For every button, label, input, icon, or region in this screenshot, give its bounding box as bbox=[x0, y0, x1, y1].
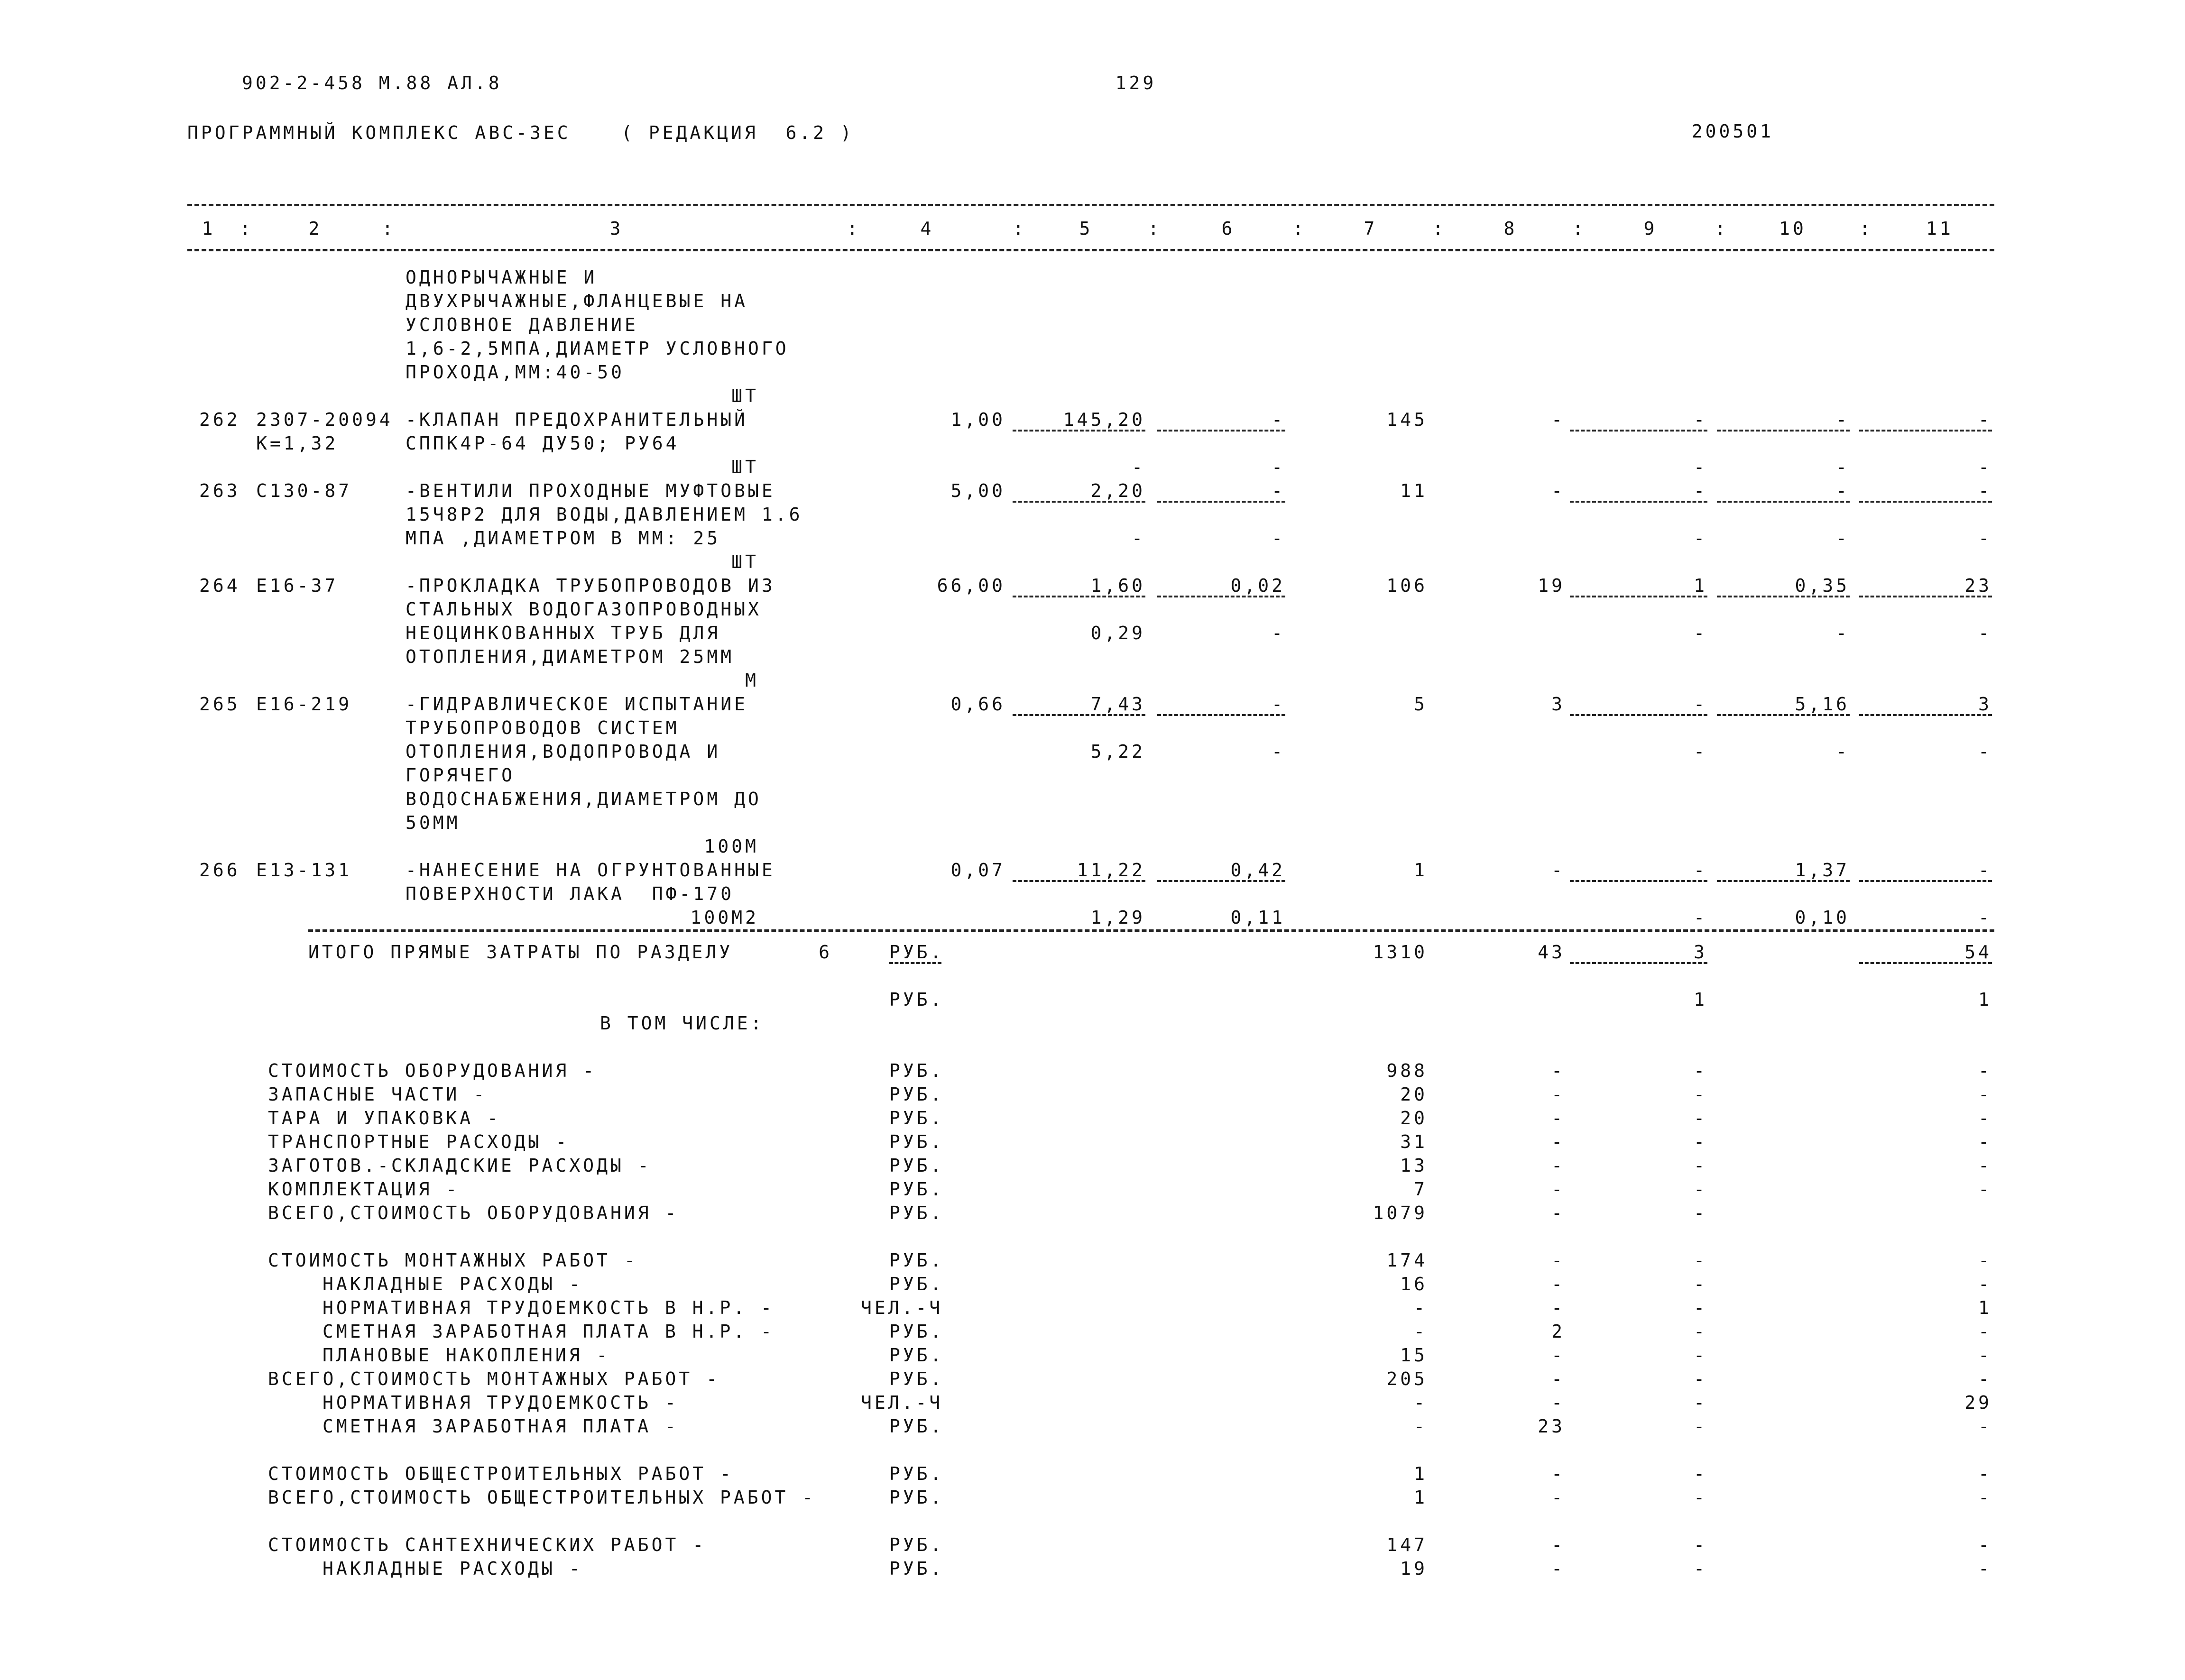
item-col8: - bbox=[1551, 409, 1565, 430]
sub-rule bbox=[1859, 430, 1992, 431]
item-col10: - bbox=[1836, 409, 1850, 430]
item-col11: - bbox=[1978, 480, 1992, 501]
summary-col11: - bbox=[1978, 1368, 1992, 1389]
report-code: 200501 bbox=[1691, 121, 1774, 142]
summary-col8: 23 bbox=[1538, 1416, 1565, 1437]
sub-rule bbox=[1570, 880, 1707, 882]
summary-col8: 2 bbox=[1551, 1321, 1565, 1342]
summary-label: СТОИМОСТЬ ОБОРУДОВАНИЯ - bbox=[268, 1060, 597, 1081]
item-unit-cost-labor: - bbox=[1132, 457, 1145, 477]
summary-cost: 20 bbox=[1400, 1084, 1428, 1105]
item-total-cost: 11 bbox=[1400, 480, 1428, 501]
item-unit-cost-labor: - bbox=[1132, 528, 1145, 549]
summary-label: ЗАПАСНЫЕ ЧАСТИ - bbox=[268, 1084, 488, 1105]
column-header: 3 bbox=[609, 218, 624, 239]
item-description-line: ОДНОРЫЧАЖНЫЕ И bbox=[406, 267, 598, 288]
summary-cost: 205 bbox=[1386, 1368, 1428, 1389]
item-unit-cost: 1,60 bbox=[1090, 575, 1145, 596]
column-header: 1 bbox=[202, 218, 216, 239]
summary-col8: - bbox=[1551, 1060, 1565, 1081]
total-cost: 1310 bbox=[1373, 942, 1428, 963]
summary-cost: - bbox=[1414, 1392, 1428, 1413]
item-code: 2307-20094 bbox=[256, 409, 393, 430]
summary-col11: - bbox=[1978, 1416, 1992, 1437]
summary-label: ЗАГОТОВ.-СКЛАДСКИЕ РАСХОДЫ - bbox=[268, 1155, 652, 1176]
item-col6-labor: 0,11 bbox=[1230, 907, 1285, 928]
column-header: 11 bbox=[1926, 218, 1954, 239]
item-description-line: -КЛАПАН ПРЕДОХРАНИТЕЛЬНЫЙ bbox=[406, 409, 748, 430]
summary-col8: - bbox=[1551, 1345, 1565, 1366]
column-header: : bbox=[1432, 218, 1447, 239]
summary-col8: - bbox=[1551, 1274, 1565, 1294]
item-number: 263 bbox=[199, 480, 240, 501]
summary-cost: 1079 bbox=[1373, 1203, 1428, 1223]
item-description-line: ГОРЯЧЕГО bbox=[406, 765, 516, 786]
column-header: : bbox=[847, 218, 861, 239]
summary-col8: - bbox=[1551, 1297, 1565, 1318]
item-col10-sub: - bbox=[1836, 741, 1850, 762]
column-header: : bbox=[1148, 218, 1162, 239]
summary-col8: - bbox=[1551, 1203, 1565, 1223]
summary-col11: - bbox=[1978, 1131, 1992, 1152]
summary-unit: РУБ. bbox=[889, 1487, 944, 1508]
program-edition: ( РЕДАКЦИЯ 6.2 ) bbox=[621, 122, 854, 143]
summary-col11: - bbox=[1978, 1558, 1992, 1579]
item-col6: - bbox=[1272, 409, 1285, 430]
summary-cost: 20 bbox=[1400, 1108, 1428, 1129]
column-header: 6 bbox=[1221, 218, 1235, 239]
item-col10-sub: - bbox=[1836, 457, 1850, 477]
sub-rule bbox=[1859, 880, 1992, 882]
summary-col9: - bbox=[1694, 1463, 1707, 1484]
item-col11: 23 bbox=[1964, 575, 1992, 596]
item-unit-cost: 145,20 bbox=[1063, 409, 1145, 430]
sub-rule bbox=[1013, 501, 1145, 503]
sub-rule bbox=[1013, 880, 1145, 882]
item-col11-sub: - bbox=[1978, 623, 1992, 643]
summary-col11: - bbox=[1978, 1060, 1992, 1081]
item-qty: 5,00 bbox=[950, 480, 1005, 501]
summary-cost: - bbox=[1414, 1416, 1428, 1437]
sub-rule bbox=[1570, 962, 1707, 964]
total-col9-sub: 1 bbox=[1694, 989, 1707, 1010]
summary-col8: - bbox=[1551, 1558, 1565, 1579]
summary-col9: - bbox=[1694, 1368, 1707, 1389]
item-unit: ШТ bbox=[731, 551, 759, 572]
column-header: 5 bbox=[1079, 218, 1093, 239]
item-total-cost: 106 bbox=[1386, 575, 1428, 596]
summary-unit: РУБ. bbox=[889, 1274, 944, 1294]
column-header: : bbox=[240, 218, 254, 239]
summary-col9: - bbox=[1694, 1250, 1707, 1271]
item-number: 265 bbox=[199, 694, 240, 715]
column-header: : bbox=[1572, 218, 1586, 239]
sub-rule bbox=[1717, 596, 1850, 597]
item-description-line: УСЛОВНОЕ ДАВЛЕНИЕ bbox=[406, 314, 638, 335]
item-col10-sub: 0,10 bbox=[1795, 907, 1850, 928]
summary-unit: РУБ. bbox=[889, 1084, 944, 1105]
summary-col9: - bbox=[1694, 1084, 1707, 1105]
item-description-line: СТАЛЬНЫХ ВОДОГАЗОПРОВОДНЫХ bbox=[406, 599, 762, 620]
summary-col9: - bbox=[1694, 1297, 1707, 1318]
column-header: 7 bbox=[1364, 218, 1378, 239]
summary-col9: - bbox=[1694, 1131, 1707, 1152]
item-col11: - bbox=[1978, 860, 1992, 881]
sub-rule bbox=[1717, 501, 1850, 503]
column-header: : bbox=[1292, 218, 1307, 239]
summary-label: НОРМАТИВНАЯ ТРУДОЕМКОСТЬ - bbox=[323, 1392, 679, 1413]
item-unit-cost-labor: 5,22 bbox=[1090, 741, 1145, 762]
sub-rule bbox=[1157, 880, 1285, 882]
item-number: 266 bbox=[199, 860, 240, 881]
item-description-line: -ГИДРАВЛИЧЕСКОЕ ИСПЫТАНИЕ bbox=[406, 694, 748, 715]
item-col6-labor: - bbox=[1272, 623, 1285, 643]
item-description-line: -НАНЕСЕНИЕ НА ОГРУНТОВАННЫЕ bbox=[406, 860, 775, 881]
summary-cost: 16 bbox=[1400, 1274, 1428, 1294]
item-description-line: -ВЕНТИЛИ ПРОХОДНЫЕ МУФТОВЫЕ bbox=[406, 480, 775, 501]
sub-rule bbox=[1859, 596, 1992, 597]
item-col11-sub: - bbox=[1978, 457, 1992, 477]
summary-col9: - bbox=[1694, 1203, 1707, 1223]
item-total-cost: 1 bbox=[1414, 860, 1428, 881]
item-col8: - bbox=[1551, 860, 1565, 881]
summary-col8: - bbox=[1551, 1487, 1565, 1508]
column-header: : bbox=[382, 218, 396, 239]
summary-cost: 13 bbox=[1400, 1155, 1428, 1176]
summary-unit: РУБ. bbox=[889, 1534, 944, 1555]
item-col9: - bbox=[1694, 694, 1707, 715]
sub-rule bbox=[1013, 714, 1145, 716]
summary-cost: 988 bbox=[1386, 1060, 1428, 1081]
item-qty: 1,00 bbox=[950, 409, 1005, 430]
column-header: 2 bbox=[308, 218, 323, 239]
item-col10: 1,37 bbox=[1795, 860, 1850, 881]
summary-unit: РУБ. bbox=[889, 1368, 944, 1389]
item-col11: 3 bbox=[1978, 694, 1992, 715]
item-col9: - bbox=[1694, 480, 1707, 501]
sub-rule bbox=[1717, 880, 1850, 882]
item-description-line: ОТОПЛЕНИЯ,ДИАМЕТРОМ 25ММ bbox=[406, 646, 735, 667]
column-header: : bbox=[1715, 218, 1729, 239]
sub-rule bbox=[1859, 714, 1992, 716]
item-col9: 1 bbox=[1694, 575, 1707, 596]
item-col11-sub: - bbox=[1978, 907, 1992, 928]
item-col6-labor: - bbox=[1272, 528, 1285, 549]
doc-code: 902-2-458 М.88 АЛ.8 bbox=[242, 73, 502, 93]
summary-label: СТОИМОСТЬ САНТЕХНИЧЕСКИХ РАБОТ - bbox=[268, 1534, 707, 1555]
item-col9-sub: - bbox=[1694, 528, 1707, 549]
item-unit: 100М2 bbox=[690, 907, 759, 928]
item-description-line: МПА ,ДИАМЕТРОМ В ММ: 25 bbox=[406, 528, 721, 549]
summary-cost: - bbox=[1414, 1321, 1428, 1342]
sub-rule bbox=[1859, 501, 1992, 503]
summary-label: ТРАНСПОРТНЫЕ РАСХОДЫ - bbox=[268, 1131, 570, 1152]
sub-rule bbox=[1570, 501, 1707, 503]
summary-label: СМЕТНАЯ ЗАРАБОТНАЯ ПЛАТА В Н.Р. - bbox=[323, 1321, 774, 1342]
section-total-rule bbox=[308, 929, 1994, 932]
item-number: 262 bbox=[199, 409, 240, 430]
summary-col8: - bbox=[1551, 1084, 1565, 1105]
item-description-line: 1,6-2,5МПА,ДИАМЕТР УСЛОВНОГО bbox=[406, 338, 789, 359]
item-col9-sub: - bbox=[1694, 623, 1707, 643]
sub-rule bbox=[889, 962, 941, 964]
summary-col9: - bbox=[1694, 1345, 1707, 1366]
summary-label: КОМПЛЕКТАЦИЯ - bbox=[268, 1179, 460, 1200]
item-col9-sub: - bbox=[1694, 457, 1707, 477]
summary-cost: 1 bbox=[1414, 1463, 1428, 1484]
item-col6: - bbox=[1272, 480, 1285, 501]
item-col8: - bbox=[1551, 480, 1565, 501]
including-heading: В ТОМ ЧИСЛЕ: bbox=[600, 1013, 765, 1034]
item-description-line: СППК4Р-64 ДУ50; РУ64 bbox=[406, 433, 680, 454]
item-col6-labor: - bbox=[1272, 741, 1285, 762]
column-header: : bbox=[1013, 218, 1027, 239]
column-header: 8 bbox=[1503, 218, 1518, 239]
summary-unit: РУБ. bbox=[889, 1108, 944, 1129]
total-unit: РУБ. bbox=[889, 989, 944, 1010]
summary-col11: 29 bbox=[1964, 1392, 1992, 1413]
item-col8: 3 bbox=[1551, 694, 1565, 715]
item-code: Е16-37 bbox=[256, 575, 339, 596]
sub-rule bbox=[1157, 501, 1285, 503]
sub-rule bbox=[1157, 596, 1285, 597]
summary-col11: - bbox=[1978, 1274, 1992, 1294]
summary-unit: РУБ. bbox=[889, 1155, 944, 1176]
item-unit-cost: 11,22 bbox=[1077, 860, 1145, 881]
item-col6: - bbox=[1272, 694, 1285, 715]
summary-col9: - bbox=[1694, 1416, 1707, 1437]
summary-unit: РУБ. bbox=[889, 1345, 944, 1366]
item-qty: 0,07 bbox=[950, 860, 1005, 881]
summary-label: НАКЛАДНЫЕ РАСХОДЫ - bbox=[323, 1274, 583, 1294]
total-unit: РУБ. bbox=[889, 942, 944, 963]
summary-label: ТАРА И УПАКОВКА - bbox=[268, 1108, 501, 1129]
column-header: 10 bbox=[1779, 218, 1807, 239]
item-qty: 0,66 bbox=[950, 694, 1005, 715]
item-col9: - bbox=[1694, 860, 1707, 881]
summary-unit: РУБ. bbox=[889, 1203, 944, 1223]
summary-col11: - bbox=[1978, 1487, 1992, 1508]
summary-unit: РУБ. bbox=[889, 1558, 944, 1579]
summary-col9: - bbox=[1694, 1392, 1707, 1413]
sub-rule bbox=[1717, 714, 1850, 716]
summary-cost: 19 bbox=[1400, 1558, 1428, 1579]
sub-rule bbox=[1157, 714, 1285, 716]
item-description-line: ВОДОСНАБЖЕНИЯ,ДИАМЕТРОМ ДО bbox=[406, 789, 762, 809]
item-col8: 19 bbox=[1538, 575, 1565, 596]
item-code: Е16-219 bbox=[256, 694, 352, 715]
sub-rule bbox=[1859, 962, 1992, 964]
item-col10: 0,35 bbox=[1795, 575, 1850, 596]
item-description-line: НЕОЦИНКОВАННЫХ ТРУБ ДЛЯ bbox=[406, 623, 721, 643]
summary-unit: РУБ. bbox=[889, 1131, 944, 1152]
item-qty: 66,00 bbox=[937, 575, 1005, 596]
summary-label: НОРМАТИВНАЯ ТРУДОЕМКОСТЬ В Н.Р. - bbox=[323, 1297, 774, 1318]
summary-unit: РУБ. bbox=[889, 1416, 944, 1437]
summary-col9: - bbox=[1694, 1534, 1707, 1555]
item-description-line: -ПРОКЛАДКА ТРУБОПРОВОДОВ ИЗ bbox=[406, 575, 775, 596]
summary-unit: ЧЕЛ.-Ч bbox=[861, 1297, 943, 1318]
item-unit: ШТ bbox=[731, 457, 759, 477]
item-col11-sub: - bbox=[1978, 741, 1992, 762]
summary-unit: РУБ. bbox=[889, 1060, 944, 1081]
column-header: 4 bbox=[920, 218, 934, 239]
total-col8: 43 bbox=[1538, 942, 1565, 963]
item-unit-cost: 2,20 bbox=[1090, 480, 1145, 501]
total-col11-sub: 1 bbox=[1978, 989, 1992, 1010]
summary-col11: - bbox=[1978, 1179, 1992, 1200]
item-description-line: ОТОПЛЕНИЯ,ВОДОПРОВОДА И bbox=[406, 741, 721, 762]
item-unit: ШТ bbox=[731, 386, 759, 406]
summary-col11: - bbox=[1978, 1108, 1992, 1129]
summary-col8: - bbox=[1551, 1155, 1565, 1176]
summary-cost: 7 bbox=[1414, 1179, 1428, 1200]
total-section: 6 bbox=[819, 942, 832, 963]
summary-label: ВСЕГО,СТОИМОСТЬ МОНТАЖНЫХ РАБОТ - bbox=[268, 1368, 720, 1389]
sub-rule bbox=[1013, 430, 1145, 431]
total-label: ИТОГО ПРЯМЫЕ ЗАТРАТЫ ПО РАЗДЕЛУ bbox=[308, 942, 733, 963]
item-total-cost: 145 bbox=[1386, 409, 1428, 430]
item-code-coef: K=1,32 bbox=[256, 433, 339, 454]
summary-col9: - bbox=[1694, 1487, 1707, 1508]
summary-cost: 174 bbox=[1386, 1250, 1428, 1271]
summary-col9: - bbox=[1694, 1274, 1707, 1294]
item-unit-cost: 7,43 bbox=[1090, 694, 1145, 715]
item-description-line: ПОВЕРХНОСТИ ЛАКА ПФ-170 bbox=[406, 883, 735, 904]
item-total-cost: 5 bbox=[1414, 694, 1428, 715]
item-unit: М bbox=[745, 670, 759, 691]
item-col10-sub: - bbox=[1836, 623, 1850, 643]
item-code: Е13-131 bbox=[256, 860, 352, 881]
summary-label: НАКЛАДНЫЕ РАСХОДЫ - bbox=[323, 1558, 583, 1579]
summary-col9: - bbox=[1694, 1155, 1707, 1176]
summary-col11: - bbox=[1978, 1084, 1992, 1105]
program-name: ПРОГРАММНЫЙ КОМПЛЕКС АВС-3ЕС bbox=[187, 122, 571, 143]
item-col10: - bbox=[1836, 480, 1850, 501]
item-col9-sub: - bbox=[1694, 907, 1707, 928]
summary-col9: - bbox=[1694, 1179, 1707, 1200]
item-description-line: ТРУБОПРОВОДОВ СИСТЕМ bbox=[406, 717, 680, 738]
summary-col11: - bbox=[1978, 1155, 1992, 1176]
summary-col11: - bbox=[1978, 1345, 1992, 1366]
item-code: С130-87 bbox=[256, 480, 352, 501]
summary-unit: РУБ. bbox=[889, 1463, 944, 1484]
item-col6: 0,42 bbox=[1230, 860, 1285, 881]
summary-unit: РУБ. bbox=[889, 1179, 944, 1200]
summary-unit: РУБ. bbox=[889, 1321, 944, 1342]
sub-rule bbox=[1570, 596, 1707, 597]
item-col9-sub: - bbox=[1694, 741, 1707, 762]
summary-col11: 1 bbox=[1978, 1297, 1992, 1318]
summary-cost: 15 bbox=[1400, 1345, 1428, 1366]
sub-rule bbox=[1570, 430, 1707, 431]
summary-col9: - bbox=[1694, 1558, 1707, 1579]
table-header-rule bbox=[187, 249, 1994, 251]
summary-col8: - bbox=[1551, 1392, 1565, 1413]
sub-rule bbox=[1570, 714, 1707, 716]
summary-label: СТОИМОСТЬ МОНТАЖНЫХ РАБОТ - bbox=[268, 1250, 638, 1271]
column-header: 9 bbox=[1643, 218, 1658, 239]
item-col10-sub: - bbox=[1836, 528, 1850, 549]
summary-col9: - bbox=[1694, 1321, 1707, 1342]
summary-label: ВСЕГО,СТОИМОСТЬ ОБЩЕСТРОИТЕЛЬНЫХ РАБОТ - bbox=[268, 1487, 816, 1508]
summary-col8: - bbox=[1551, 1463, 1565, 1484]
item-unit-cost-labor: 0,29 bbox=[1090, 623, 1145, 643]
summary-cost: 1 bbox=[1414, 1487, 1428, 1508]
summary-label: СМЕТНАЯ ЗАРАБОТНАЯ ПЛАТА - bbox=[323, 1416, 679, 1437]
item-number: 264 bbox=[199, 575, 240, 596]
summary-label: СТОИМОСТЬ ОБЩЕСТРОИТЕЛЬНЫХ РАБОТ - bbox=[268, 1463, 734, 1484]
sub-rule bbox=[1013, 596, 1145, 597]
summary-unit: ЧЕЛ.-Ч bbox=[861, 1392, 943, 1413]
item-description-line: ДВУХРЫЧАЖНЫЕ,ФЛАНЦЕВЫЕ НА bbox=[406, 291, 748, 312]
summary-col8: - bbox=[1551, 1179, 1565, 1200]
page-number: 129 bbox=[1115, 73, 1157, 93]
item-description-line: 15Ч8Р2 ДЛЯ ВОДЫ,ДАВЛЕНИЕМ 1.6 bbox=[406, 504, 803, 525]
summary-col11: - bbox=[1978, 1321, 1992, 1342]
item-description-line: 50ММ bbox=[406, 812, 461, 833]
summary-col8: - bbox=[1551, 1534, 1565, 1555]
summary-col8: - bbox=[1551, 1108, 1565, 1129]
summary-col9: - bbox=[1694, 1060, 1707, 1081]
sub-rule bbox=[1157, 430, 1285, 431]
item-unit-cost-labor: 1,29 bbox=[1090, 907, 1145, 928]
total-col11: 54 bbox=[1964, 942, 1992, 963]
sub-rule bbox=[1717, 430, 1850, 431]
item-col11: - bbox=[1978, 409, 1992, 430]
summary-col8: - bbox=[1551, 1131, 1565, 1152]
summary-cost: 31 bbox=[1400, 1131, 1428, 1152]
summary-col11: - bbox=[1978, 1534, 1992, 1555]
summary-col8: - bbox=[1551, 1368, 1565, 1389]
summary-unit: РУБ. bbox=[889, 1250, 944, 1271]
summary-col8: - bbox=[1551, 1250, 1565, 1271]
item-col10: 5,16 bbox=[1795, 694, 1850, 715]
summary-cost: - bbox=[1414, 1297, 1428, 1318]
item-unit: 100М bbox=[704, 836, 759, 857]
table-top-rule bbox=[187, 204, 1994, 206]
summary-label: ПЛАНОВЫЕ НАКОПЛЕНИЯ - bbox=[323, 1345, 610, 1366]
item-col6-labor: - bbox=[1272, 457, 1285, 477]
item-description-line: ПРОХОДА,ММ:40-50 bbox=[406, 362, 625, 383]
summary-cost: 147 bbox=[1386, 1534, 1428, 1555]
total-col9: 3 bbox=[1694, 942, 1707, 963]
summary-col11: - bbox=[1978, 1250, 1992, 1271]
summary-label: ВСЕГО,СТОИМОСТЬ ОБОРУДОВАНИЯ - bbox=[268, 1203, 679, 1223]
summary-col11: - bbox=[1978, 1463, 1992, 1484]
column-header: : bbox=[1859, 218, 1873, 239]
item-col6: 0,02 bbox=[1230, 575, 1285, 596]
item-col11-sub: - bbox=[1978, 528, 1992, 549]
summary-col9: - bbox=[1694, 1108, 1707, 1129]
item-col9: - bbox=[1694, 409, 1707, 430]
